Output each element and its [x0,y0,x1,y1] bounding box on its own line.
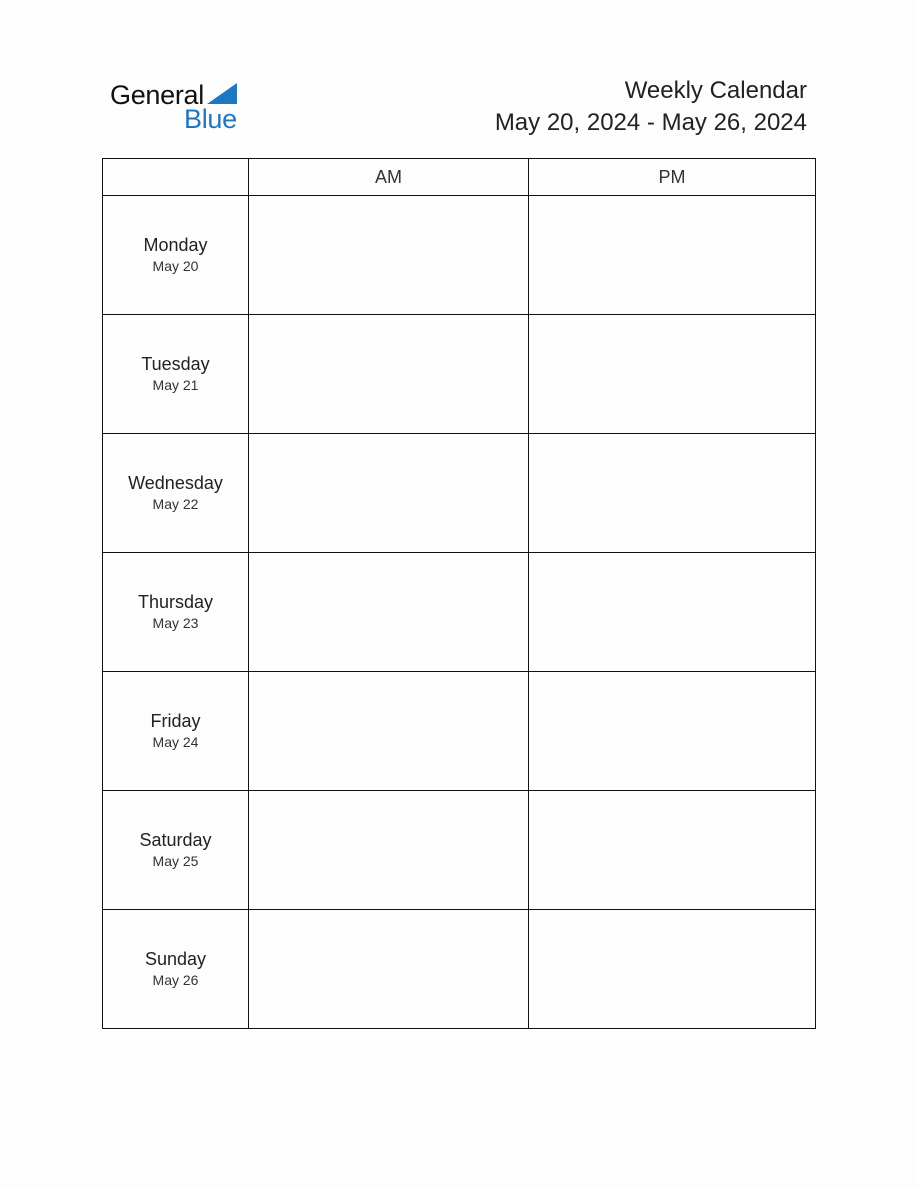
am-slot[interactable] [249,434,529,553]
generalblue-logo [110,80,250,132]
pm-slot[interactable] [529,196,816,315]
date-range: May 20, 2024 - May 26, 2024 [494,109,807,136]
day-name: Friday [150,711,201,731]
table-row [103,553,816,672]
day-cell [103,791,249,910]
table-row [103,791,816,910]
am-slot[interactable] [249,315,529,434]
day-name: Thursday [137,592,214,612]
pm-slot[interactable] [529,672,816,791]
day-name: Sunday [144,949,207,969]
day-date: May 26 [152,972,199,988]
header-row [103,159,816,196]
logo-triangle-icon [207,83,237,104]
am-slot[interactable] [249,672,529,791]
table-row [103,434,816,553]
pm-slot[interactable] [529,434,816,553]
weekly-calendar-table [102,158,816,1029]
day-cell [103,196,249,315]
day-date: May 23 [152,615,199,631]
page-title: Weekly Calendar [624,77,807,104]
day-date: May 24 [152,734,199,750]
day-name: Saturday [139,830,212,850]
table-row [103,196,816,315]
pm-header: PM [529,159,816,196]
day-cell [103,910,249,1029]
day-date: May 20 [152,258,199,274]
am-slot[interactable] [249,553,529,672]
am-slot[interactable] [249,791,529,910]
corner-header [103,159,249,196]
day-name: Wednesday [128,473,223,493]
pm-slot[interactable] [529,315,816,434]
am-slot[interactable] [249,910,529,1029]
day-name: Monday [143,235,208,255]
table-row [103,672,816,791]
table-row [103,315,816,434]
day-date: May 21 [152,377,199,393]
am-header: AM [249,159,529,196]
day-name: Tuesday [141,354,210,374]
header [495,76,807,140]
logo-word-general: General [110,80,204,110]
day-date: May 22 [152,496,199,512]
day-cell [103,434,249,553]
pm-slot[interactable] [529,791,816,910]
day-cell [103,315,249,434]
table-row [103,910,816,1029]
pm-slot[interactable] [529,910,816,1029]
pm-slot[interactable] [529,553,816,672]
day-cell [103,672,249,791]
day-date: May 25 [152,853,199,869]
am-slot[interactable] [249,196,529,315]
day-cell [103,553,249,672]
logo-word-blue: Blue [184,104,237,134]
